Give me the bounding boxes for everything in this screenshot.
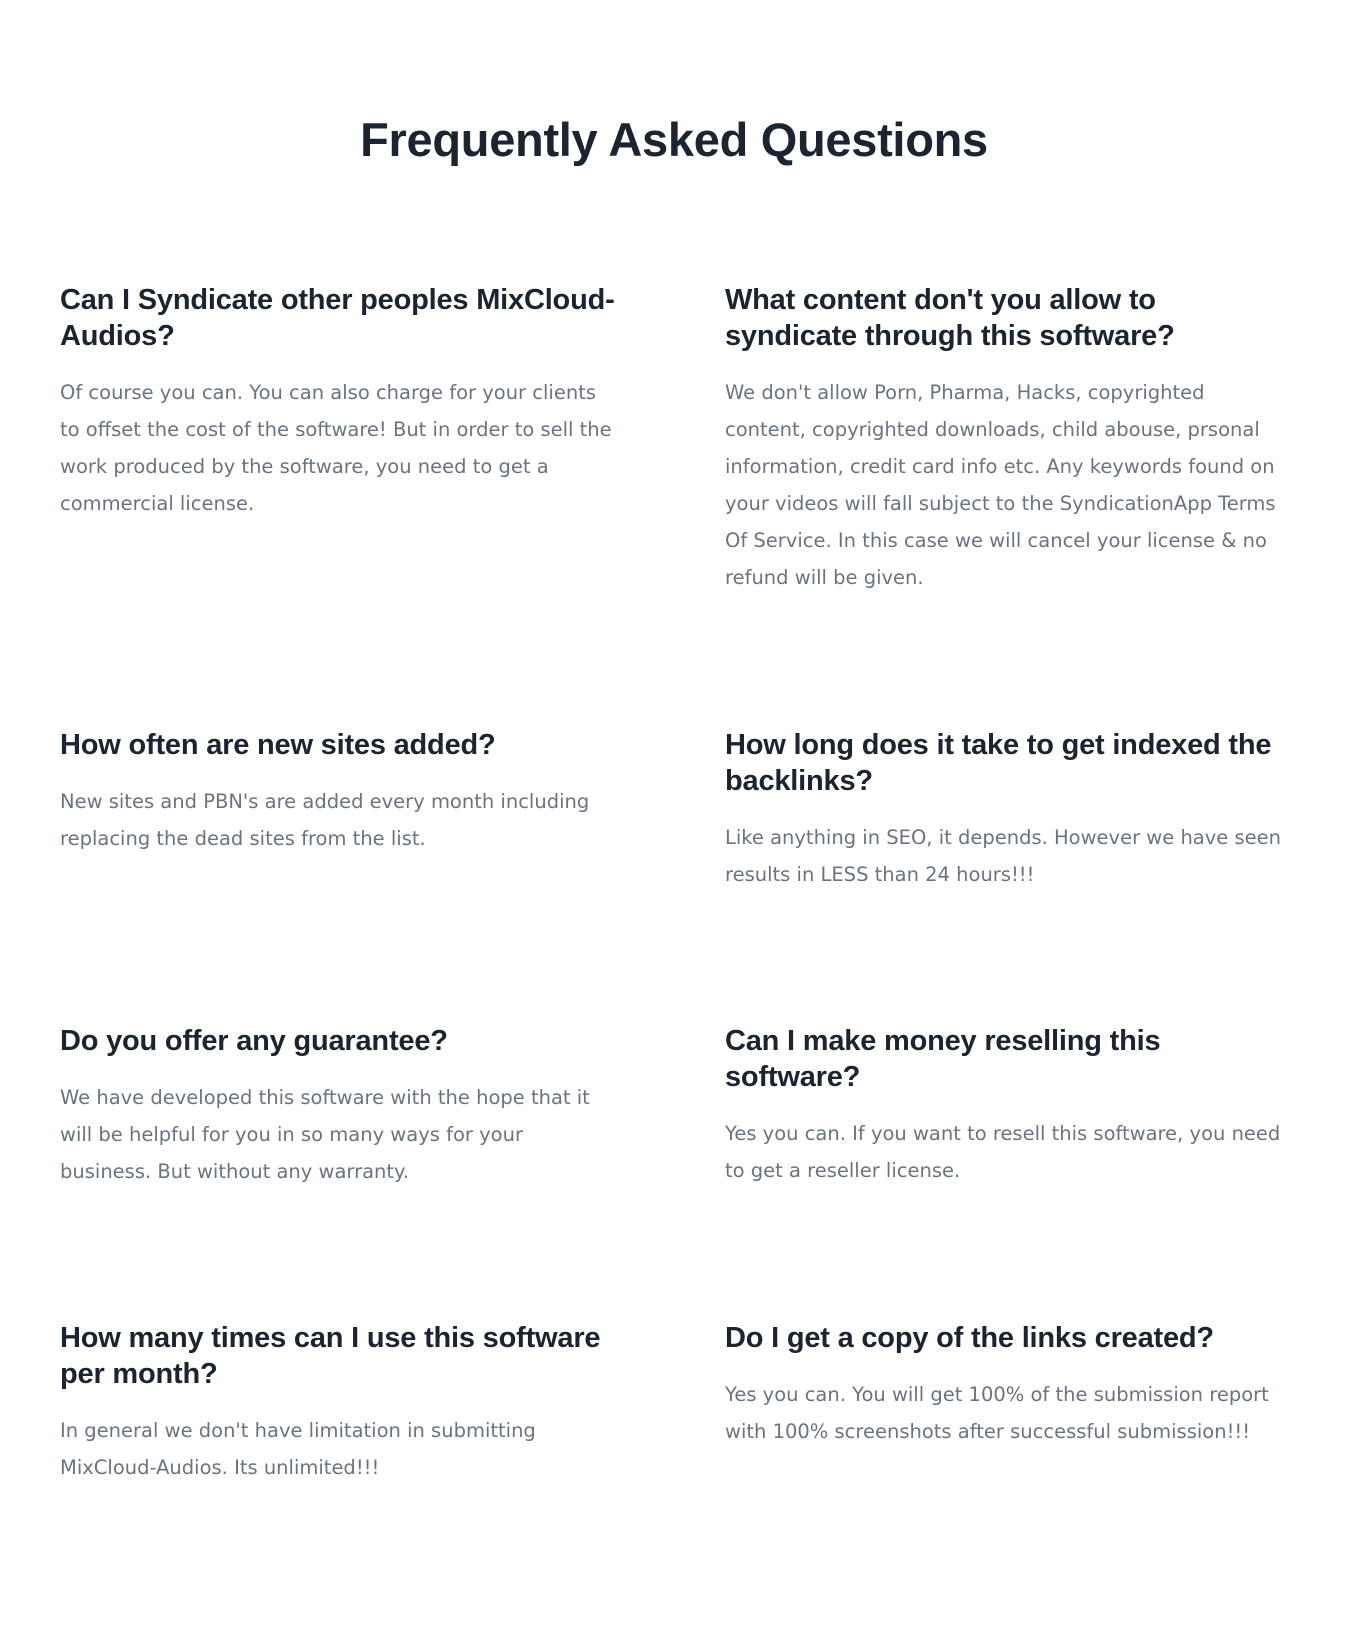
faq-item [60, 727, 620, 857]
faq-item [60, 1320, 620, 1486]
faq-item [725, 1023, 1285, 1189]
faq-question: How many times can I use this software per month? [60, 1322, 601, 1390]
faq-answer: We have developed this software with the hope that it will be helpful for you in so many ways for your business. But without any warranty. [60, 1086, 590, 1183]
faq-question: Do you offer any guarantee? [60, 1025, 448, 1057]
faq-question: Do I get a copy of the links created? [725, 1322, 1214, 1354]
faq-answer: In general we don't have limitation in submitting MixCloud-Audios. Its unlimited!!! [60, 1419, 536, 1479]
faq-question: How long does it take to get indexed the backlinks? [725, 729, 1272, 797]
page-title: Frequently Asked Questions [360, 113, 988, 166]
faq-item [725, 727, 1285, 893]
faq-item [725, 1320, 1285, 1450]
faq-question: How often are new sites added? [60, 729, 496, 761]
faq-answer: Yes you can. You will get 100% of the submission report with 100% screenshots after successful submission!!! [725, 1383, 1269, 1443]
faq-item [60, 282, 620, 522]
faq-question: Can I make money reselling this software? [725, 1025, 1161, 1093]
faq-answer: We don't allow Porn, Pharma, Hacks, copyrighted content, copyrighted downloads, child abouse, prsonal information, credit card info etc. Any keywords found on your videos will fall subject to the SyndicationApp Terms Of Service. In this case we will cancel your license & no refund will be given. [725, 381, 1276, 589]
faq-question: What content don't you allow to syndicate through this software? [725, 284, 1175, 352]
faq-item [60, 1023, 620, 1190]
faq-question: Can I Syndicate other peoples MixCloud-Audios? [60, 284, 615, 352]
faq-answer: Of course you can. You can also charge for your clients to offset the cost of the software! But in order to sell the work produced by the software, you need to get a commercial license. [60, 381, 612, 515]
faq-answer: Like anything in SEO, it depends. However we have seen results in LESS than 24 hours!!! [725, 826, 1281, 886]
faq-answer: New sites and PBN's are added every month including replacing the dead sites from the list. [60, 790, 590, 850]
faq-answer: Yes you can. If you want to resell this software, you need to get a reseller license. [725, 1122, 1281, 1182]
faq-item [725, 282, 1285, 596]
